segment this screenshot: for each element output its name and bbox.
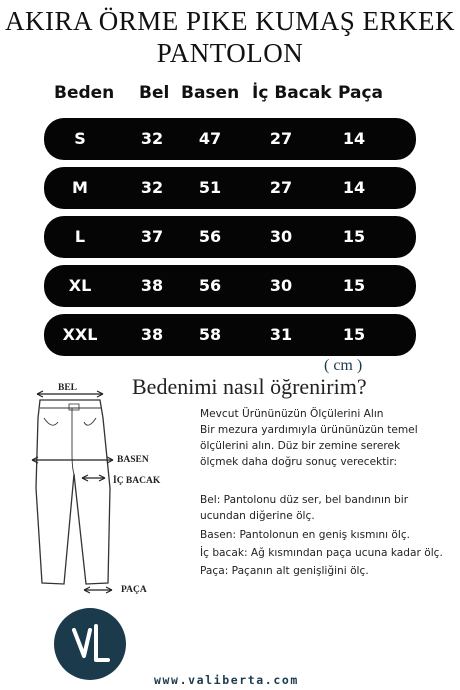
table-row [44,118,416,160]
cell-bel: 38 [140,325,164,344]
pants-diagram-icon [0,378,200,608]
guide-bel-line: Bel: Pantolonu düz ser, bel bandının bir [200,494,409,506]
table-row [44,314,416,356]
cell-ic-bacak: 30 [269,276,293,295]
diagram-label-ic-bacak: İÇ BACAK [113,476,161,486]
cell-basen: 51 [198,178,222,197]
cell-bel: 32 [140,178,164,197]
guide-heading: Bedenimi nasıl öğrenirim? [132,374,367,399]
header-bel: Bel [139,83,170,103]
cell-beden: XXL [62,325,98,344]
guide-intro-line: Bir mezura yardımıyla ürününüzün temel [200,424,418,436]
cell-basen: 58 [198,325,222,344]
guide-ic-bacak-line: İç bacak: Ağ kısmından paça ucuna kadar ölç. [200,547,443,559]
cell-ic-bacak: 27 [269,178,293,197]
diagram-label-paca: PAÇA [121,585,147,595]
diagram-label-basen: BASEN [117,455,149,465]
page-title-line2: PANTOLON [156,38,304,68]
guide-intro-title: Mevcut Ürününüzün Ölçülerini Alın [200,408,384,420]
guide-intro-line: ölçmek daha doğru sonuç verecektir: [200,456,398,468]
header-ic-bacak: İç Bacak [252,83,332,103]
cell-paca: 15 [342,227,366,246]
guide-basen-line: Basen: Pantolonun en geniş kısmını ölç. [200,529,411,541]
cell-bel: 37 [140,227,164,246]
unit-label: ( cm ) [324,357,363,374]
cell-paca: 15 [342,276,366,295]
table-row [44,265,416,307]
table-row [44,167,416,209]
cell-paca: 15 [342,325,366,344]
table-row [44,216,416,258]
website-url: www.valiberta.com [154,673,299,687]
header-basen: Basen [181,83,240,103]
cell-bel: 38 [140,276,164,295]
cell-beden: L [74,227,86,246]
cell-beden: M [72,178,88,197]
guide-paca-line: Paça: Paçanın alt genişliğini ölç. [200,565,369,577]
page-title: AKIRA ÖRME PIKE KUMAŞ ERKEK [4,6,456,36]
cell-basen: 56 [198,227,222,246]
header-beden: Beden [54,83,115,103]
guide-bel-line: ucundan diğerine ölç. [200,510,315,522]
cell-ic-bacak: 31 [269,325,293,344]
cell-basen: 47 [198,129,222,148]
diagram-label-bel: BEL [58,383,78,393]
cell-bel: 32 [140,129,164,148]
cell-basen: 56 [198,276,222,295]
cell-paca: 14 [342,129,366,148]
valiberta-logo-icon [54,608,126,680]
guide-intro-line: ölçülerini alın. Düz bir zemine sererek [200,440,401,452]
cell-ic-bacak: 27 [269,129,293,148]
cell-ic-bacak: 30 [269,227,293,246]
cell-paca: 14 [342,178,366,197]
cell-beden: S [74,129,86,148]
header-paca: Paça [338,83,384,103]
cell-beden: XL [68,276,92,295]
